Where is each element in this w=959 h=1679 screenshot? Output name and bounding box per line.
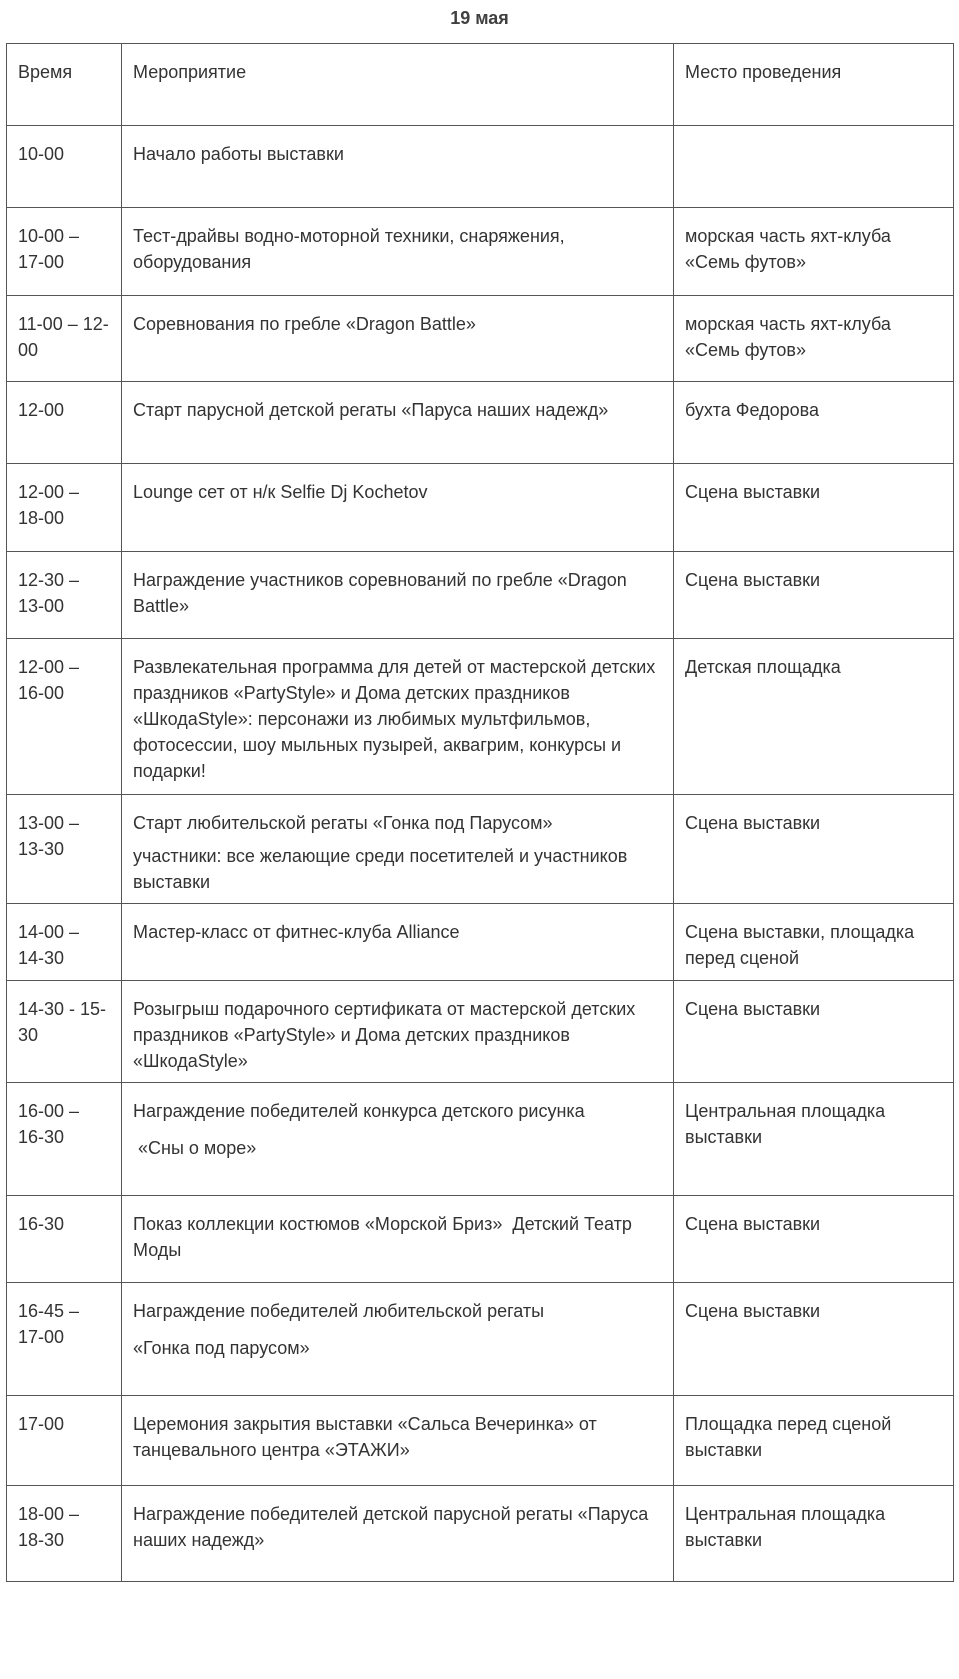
event-note: участники: все желающие среди посетителей и участников выставки [133,846,628,892]
place-cell: Сцена выставки [674,1196,954,1283]
table-row [7,904,954,981]
event-cell: Тест-драйвы водно-моторной техники, снаряжения, оборудования [122,208,674,296]
time-cell: 12-00 [7,382,122,464]
event-cell: Развлекательная программа для детей от мастерской детских праздников «PartyStyle» и Дома детских праздников «ШкодаStyle»: персонажи из любимых мультфильмов, фотосессии, шоу мыльных пузырей, аквагрим, конкурсы и подарки! [122,639,674,795]
place-cell: Сцена выставки [674,1283,954,1396]
table-row [7,126,954,208]
table-header-row [7,44,954,126]
table-row [7,382,954,464]
place-cell: Сцена выставки [674,552,954,639]
time-cell: 14-00 – 14-30 [7,904,122,981]
place-cell [674,126,954,208]
table-row [7,1396,954,1486]
event-cell [122,1196,674,1283]
table-row [7,981,954,1083]
event-text: Старт любительской регаты «Гонка под Парусом» [133,813,553,833]
page-title: 19 мая [450,8,509,28]
header-event: Мероприятие [122,44,674,126]
event-cell [122,1083,674,1196]
table-row [7,1083,954,1196]
table-row [7,208,954,296]
event-cell: Мастер-класс от фитнес-клуба Alliance [122,904,674,981]
place-cell: Сцена выставки [674,464,954,552]
time-cell: 11-00 – 12-00 [7,296,122,382]
event-text: Награждение победителей конкурса детского рисунка [133,1101,585,1121]
table-row [7,639,954,795]
time-cell: 16-00 – 16-30 [7,1083,122,1196]
time-cell: 12-00 – 18-00 [7,464,122,552]
time-cell: 18-00 – 18-30 [7,1486,122,1582]
event-note: «Сны о море» [133,1138,257,1158]
table-row [7,464,954,552]
table-row [7,552,954,639]
event-text: Награждение победителей любительской регаты [133,1301,545,1321]
place-cell: Сцена выставки [674,795,954,904]
place-cell: морская часть яхт-клуба «Семь футов» [674,296,954,382]
event-cell: Награждение участников соревнований по гребле «Dragon Battle» [122,552,674,639]
event-text: Показ коллекции костюмов «Морской Бриз» Детский Театр Моды [133,1214,637,1260]
place-cell: Сцена выставки [674,981,954,1083]
event-cell: Начало работы выставки [122,126,674,208]
event-cell: Lounge сет от н/к Selfie Dj Kochetov [122,464,674,552]
place-cell: Площадка перед сценой выставки [674,1396,954,1486]
table-row [7,795,954,904]
place-cell: Центральная площадка выставки [674,1083,954,1196]
event-note: «Гонка под парусом» [133,1338,310,1358]
place-cell: Детская площадка [674,639,954,795]
header-time: Время [7,44,122,126]
event-cell: Старт парусной детской регаты «Паруса наших надежд» [122,382,674,464]
table-row [7,1486,954,1582]
time-cell: 12-00 – 16-00 [7,639,122,795]
time-cell: 10-00 – 17-00 [7,208,122,296]
time-cell: 16-30 [7,1196,122,1283]
time-cell: 17-00 [7,1396,122,1486]
table-row [7,296,954,382]
place-cell: морская часть яхт-клуба «Семь футов» [674,208,954,296]
table-row [7,1196,954,1283]
event-cell: Розыгрыш подарочного сертификата от мастерской детских праздников «PartyStyle» и Дома детских праздников «ШкодаStyle» [122,981,674,1083]
time-cell: 10-00 [7,126,122,208]
place-cell: бухта Федорова [674,382,954,464]
schedule-table [6,43,954,1582]
header-place: Место проведения [674,44,954,126]
event-cell: Соревнования по гребле «Dragon Battle» [122,296,674,382]
time-cell: 13-00 – 13-30 [7,795,122,904]
place-cell: Сцена выставки, площадка перед сценой [674,904,954,981]
event-cell [122,795,674,904]
time-cell: 14-30 - 15-30 [7,981,122,1083]
time-cell: 12-30 – 13-00 [7,552,122,639]
event-cell: Награждение победителей детской парусной регаты «Паруса наших надежд» [122,1486,674,1582]
time-cell: 16-45 – 17-00 [7,1283,122,1396]
table-row [7,1283,954,1396]
event-cell: Церемония закрытия выставки «Сальса Вечеринка» от танцевального центра «ЭТАЖИ» [122,1396,674,1486]
event-cell [122,1283,674,1396]
place-cell: Центральная площадка выставки [674,1486,954,1582]
